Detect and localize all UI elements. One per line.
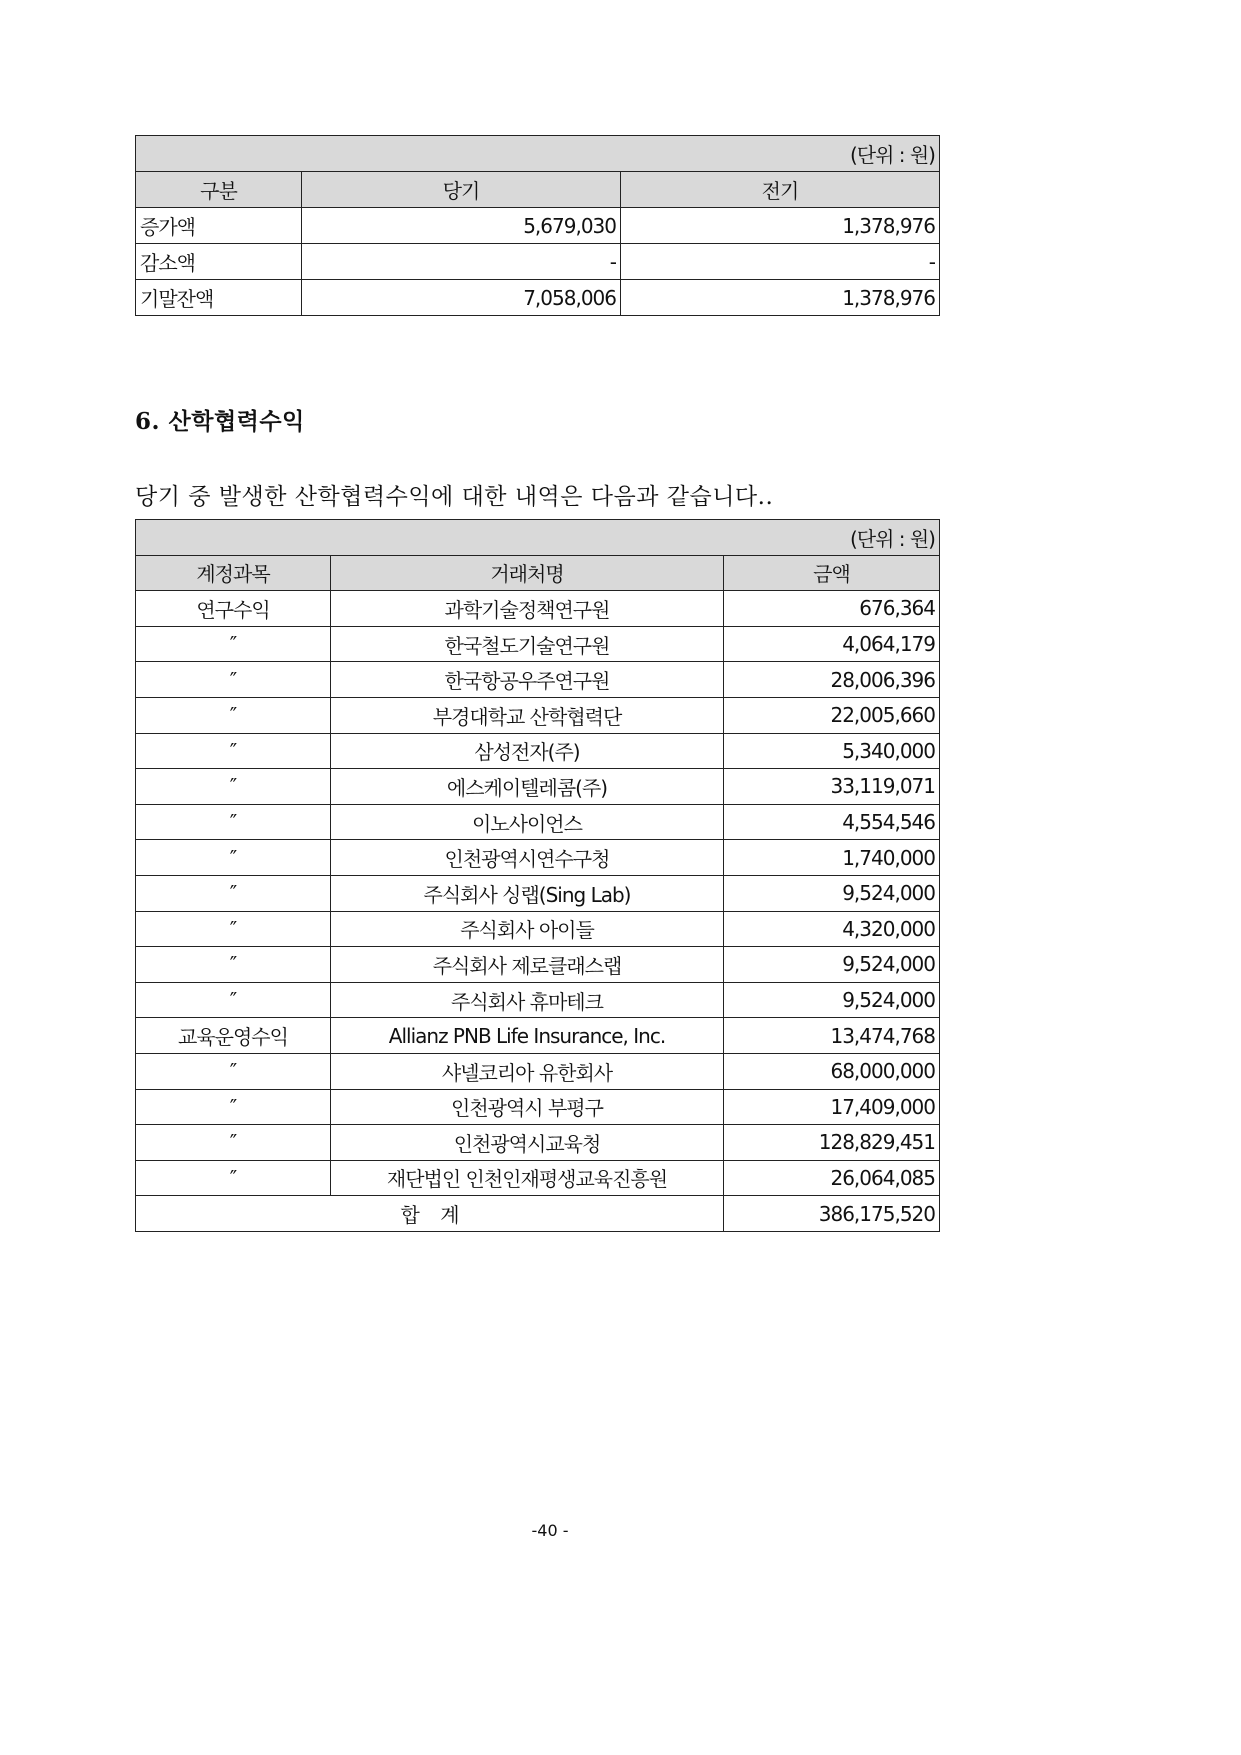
- table-row: [136, 911, 940, 947]
- partner-cell: 이노사이언스: [331, 804, 724, 840]
- partner-cell: Allianz PNB Life Insurance, Inc.: [331, 1018, 724, 1054]
- table-row: [136, 769, 940, 805]
- header-row: [136, 555, 940, 591]
- page-number: -40 -: [531, 1521, 569, 1540]
- amount-cell: 17,409,000: [724, 1089, 940, 1125]
- table-row: [136, 840, 940, 876]
- row-label: 감소액: [136, 244, 302, 280]
- section-title: 6. 산학협력수익: [135, 408, 305, 435]
- partner-cell: 주식회사 싱랩(Sing Lab): [331, 875, 724, 911]
- partner-cell: 샤넬코리아 유한회사: [331, 1053, 724, 1089]
- account-cell: ″: [136, 1089, 331, 1125]
- account-cell: ″: [136, 840, 331, 876]
- unit-label: (단위 : 원): [136, 136, 940, 172]
- amount-cell: 676,364: [724, 591, 940, 627]
- partner-cell: 재단법인 인천인재평생교육진흥원: [331, 1160, 724, 1196]
- table-row: [136, 804, 940, 840]
- table-row: [136, 733, 940, 769]
- previous-value: -: [621, 244, 940, 280]
- total-row: [136, 1196, 940, 1232]
- partner-cell: 주식회사 제로클래스랩: [331, 947, 724, 983]
- amount-cell: 26,064,085: [724, 1160, 940, 1196]
- row-label: 증가액: [136, 208, 302, 244]
- account-cell: ″: [136, 733, 331, 769]
- partner-cell: 인천광역시교육청: [331, 1125, 724, 1161]
- column-header-partner: 거래처명: [331, 555, 724, 591]
- unit-row: [136, 520, 940, 556]
- amount-cell: 4,320,000: [724, 911, 940, 947]
- account-cell: ″: [136, 769, 331, 805]
- account-cell: ″: [136, 875, 331, 911]
- account-cell: ″: [136, 947, 331, 983]
- amount-cell: 9,524,000: [724, 982, 940, 1018]
- header-row: [136, 172, 940, 208]
- account-cell: ″: [136, 662, 331, 698]
- account-cell: ″: [136, 697, 331, 733]
- amount-cell: 128,829,451: [724, 1125, 940, 1161]
- balance-table: [135, 135, 940, 316]
- table-row: [136, 697, 940, 733]
- column-header-account: 계정과목: [136, 555, 331, 591]
- previous-value: 1,378,976: [621, 208, 940, 244]
- account-cell: ″: [136, 1160, 331, 1196]
- partner-cell: 한국철도기술연구원: [331, 626, 724, 662]
- amount-cell: 9,524,000: [724, 875, 940, 911]
- total-amount: 386,175,520: [724, 1196, 940, 1232]
- amount-cell: 28,006,396: [724, 662, 940, 698]
- partner-cell: 주식회사 아이들: [331, 911, 724, 947]
- current-value: 5,679,030: [302, 208, 621, 244]
- table-row: [136, 1089, 940, 1125]
- partner-cell: 주식회사 휴마테크: [331, 982, 724, 1018]
- column-header-amount: 금액: [724, 555, 940, 591]
- account-cell: ″: [136, 1125, 331, 1161]
- table-row: [136, 982, 940, 1018]
- account-cell: 연구수익: [136, 591, 331, 627]
- table-row: [136, 244, 940, 280]
- table-row: [136, 1160, 940, 1196]
- account-cell: ″: [136, 626, 331, 662]
- partner-cell: 과학기술정책연구원: [331, 591, 724, 627]
- table-row: [136, 875, 940, 911]
- amount-cell: 22,005,660: [724, 697, 940, 733]
- current-value: -: [302, 244, 621, 280]
- unit-label: (단위 : 원): [136, 520, 940, 556]
- table-row: [136, 280, 940, 316]
- column-header-current: 당기: [302, 172, 621, 208]
- section-intro: 당기 중 발생한 산학협력수익에 대한 내역은 다음과 같습니다..: [135, 484, 774, 510]
- table-row: [136, 591, 940, 627]
- current-value: 7,058,006: [302, 280, 621, 316]
- account-cell: ″: [136, 911, 331, 947]
- unit-row: [136, 136, 940, 172]
- table-row: [136, 662, 940, 698]
- partner-cell: 에스케이텔레콤(주): [331, 769, 724, 805]
- table-row: [136, 1018, 940, 1054]
- total-label: 합 계: [136, 1196, 724, 1232]
- partner-cell: 한국항공우주연구원: [331, 662, 724, 698]
- account-cell: ″: [136, 1053, 331, 1089]
- partner-cell: 부경대학교 산학협력단: [331, 697, 724, 733]
- partner-cell: 인천광역시연수구청: [331, 840, 724, 876]
- partner-cell: 삼성전자(주): [331, 733, 724, 769]
- amount-cell: 13,474,768: [724, 1018, 940, 1054]
- table-row: [136, 626, 940, 662]
- amount-cell: 9,524,000: [724, 947, 940, 983]
- amount-cell: 4,064,179: [724, 626, 940, 662]
- column-header-category: 구분: [136, 172, 302, 208]
- amount-cell: 5,340,000: [724, 733, 940, 769]
- table-row: [136, 208, 940, 244]
- amount-cell: 1,740,000: [724, 840, 940, 876]
- previous-value: 1,378,976: [621, 280, 940, 316]
- account-cell: 교육운영수익: [136, 1018, 331, 1054]
- revenue-table: [135, 519, 940, 1232]
- account-cell: ″: [136, 982, 331, 1018]
- table-row: [136, 947, 940, 983]
- amount-cell: 68,000,000: [724, 1053, 940, 1089]
- column-header-previous: 전기: [621, 172, 940, 208]
- amount-cell: 4,554,546: [724, 804, 940, 840]
- amount-cell: 33,119,071: [724, 769, 940, 805]
- table-row: [136, 1053, 940, 1089]
- row-label: 기말잔액: [136, 280, 302, 316]
- table-row: [136, 1125, 940, 1161]
- account-cell: ″: [136, 804, 331, 840]
- partner-cell: 인천광역시 부평구: [331, 1089, 724, 1125]
